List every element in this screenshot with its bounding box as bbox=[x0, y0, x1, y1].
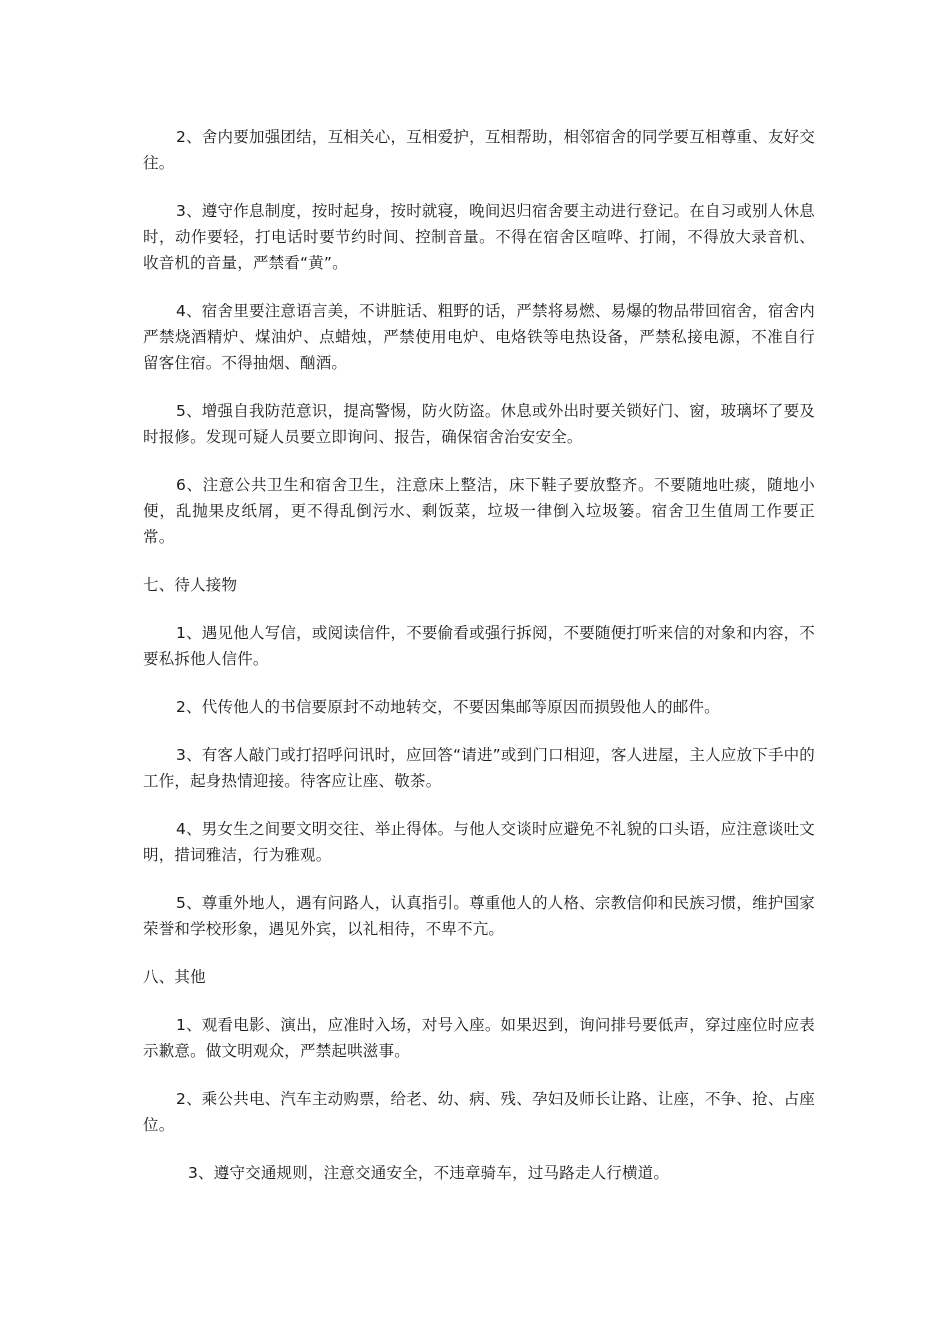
paragraph: 3、有客人敲门或打招呼问讯时，应回答“请进”或到门口相迎，客人进屋，主人应放下手中的工作，起身热情迎接。待客应让座、敬茶。 bbox=[143, 746, 815, 790]
paragraph: 5、增强自我防范意识，提高警惕，防火防盗。休息或外出时要关锁好门、窗，玻璃坏了要及时报修。发现可疑人员要立即询问、报告，确保宿舍治安安全。 bbox=[143, 402, 815, 446]
paragraph: 2、代传他人的书信要原封不动地转交，不要因集邮等原因而损毁他人的邮件。 bbox=[176, 698, 720, 716]
paragraph: 3、遵守交通规则，注意交通安全，不违章骑车，过马路走人行横道。 bbox=[188, 1164, 670, 1182]
paragraph: 3、遵守作息制度，按时起身，按时就寝，晚间迟归宿舍要主动进行登记。在自习或别人休息时，动作要轻，打电话时要节约时间、控制音量。不得在宿舍区喧哗、打闹，不得放大录音机、收音机的音量，严禁看“黄”。 bbox=[143, 202, 815, 272]
paragraph: 2、舍内要加强团结，互相关心，互相爱护，互相帮助，相邻宿舍的同学要互相尊重、友好交往。 bbox=[143, 128, 815, 172]
paragraph: 2、乘公共电、汽车主动购票，给老、幼、病、残、孕妇及师长让路、让座，不争、抢、占座位。 bbox=[143, 1090, 815, 1134]
paragraph: 6、注意公共卫生和宿舍卫生，注意床上整洁，床下鞋子要放整齐。不要随地吐痰，随地小便，乱抛果皮纸屑，更不得乱倒污水、剩饭菜，垃圾一律倒入垃圾篓。宿舍卫生值周工作要正常。 bbox=[143, 476, 815, 546]
paragraph: 4、男女生之间要文明交往、举止得体。与他人交谈时应避免不礼貌的口头语，应注意谈吐文明，措词雅洁，行为雅观。 bbox=[143, 820, 815, 864]
document-body bbox=[143, 124, 815, 1208]
paragraph: 4、宿舍里要注意语言美，不讲脏话、粗野的话，严禁将易燃、易爆的物品带回宿舍，宿舍内严禁烧酒精炉、煤油炉、点蜡烛，严禁使用电炉、电烙铁等电热设备，严禁私接电源，不准自行留客住宿。不得抽烟、酗酒。 bbox=[143, 302, 815, 372]
section-heading: 七、待人接物 bbox=[143, 576, 238, 594]
paragraph: 1、遇见他人写信，或阅读信件，不要偷看或强行拆阅，不要随便打听来信的对象和内容，不要私拆他人信件。 bbox=[143, 624, 815, 668]
paragraph: 1、观看电影、演出，应准时入场，对号入座。如果迟到，询问排号要低声，穿过座位时应表示歉意。做文明观众，严禁起哄滋事。 bbox=[143, 1016, 815, 1060]
paragraph: 5、尊重外地人，遇有问路人，认真指引。尊重他人的人格、宗教信仰和民族习惯，维护国家荣誉和学校形象，遇见外宾，以礼相待，不卑不亢。 bbox=[143, 894, 815, 938]
section-heading: 八、其他 bbox=[143, 968, 206, 986]
